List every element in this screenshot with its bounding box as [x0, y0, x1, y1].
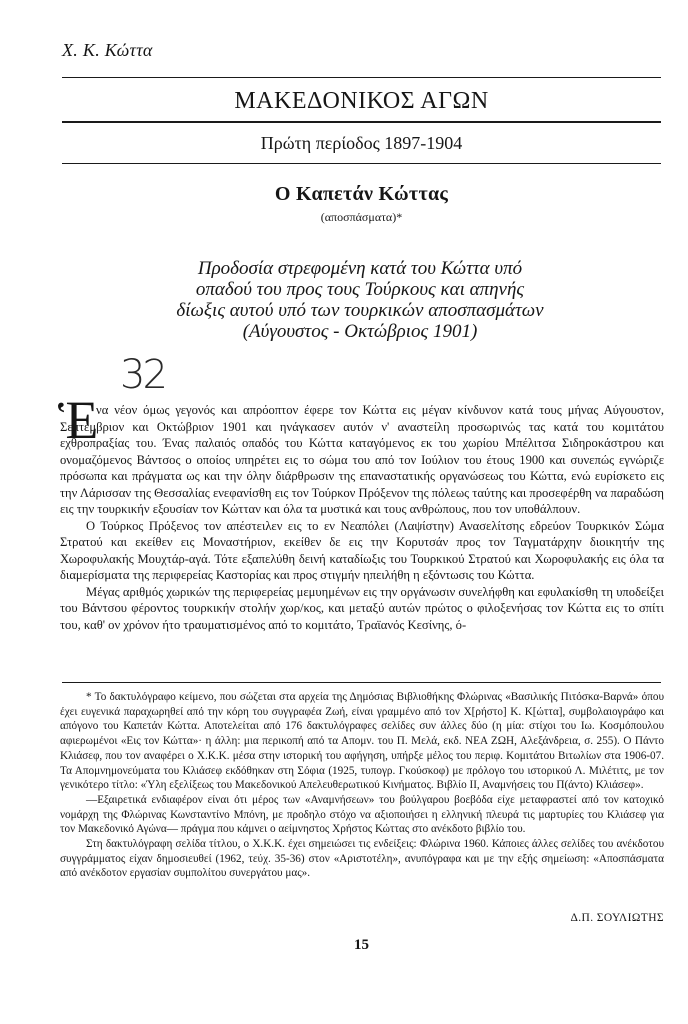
page-number: 15 [354, 937, 369, 953]
summary-line: Προδοσία στρεφομένη κατά του Κώττα υπό [197, 258, 523, 279]
chapter-subtitle: (αποσπάσματα)* [320, 210, 403, 224]
paragraph [60, 402, 664, 518]
footnote: —Εξαιρετικά ενδιαφέρον είναι ότι μέρος των «Αναμνήσεων» του βούλγαρου βοεβόδα είχε μεταφραστεί από τον κατοχικό νομάρχη της Φλώρινας Κωνσταντίνο Μπόνη, με προδηλο στόχο να αξιοποιήσει η ελληνική πλευρά τις μαρτυρίες του Κλιάσεφ για τον Μακεδονικό Αγώνα— πράγμα που κάμνει ο αείμνηστος Χρήστος Κώττας στο ανέκδοτο βιβλίο του. [60, 793, 664, 836]
footnote-signature: Δ.Π. ΣΟΥΛΙΩΤΗΣ [570, 912, 664, 924]
paragraph-text: να νέον όμως γεγονός και απρόοπτον έφερε τον Κώττα εις μέγαν κίνδυνον κατά τους μήνας Αύγουστον, Σεπτέμβριον και Οκτώβριον 1901 και ηνάγκασεν αυτόν ν' αναστείλη προσωρινώς τας κατά του κομιτάτου εχθροπραξίας του. Ένας παλαιός οπαδός του Κώττα καταγόμενος εκ του χωρίου Μπέλιτσα Σιδηροκάστρου και ονομαζόμενος Βάντσος ο οποίος υπηρέτει εις το σώμα του από τον Ιούλιον του έτους 1900 και συνεπώς εγνώριζε πρόσωπα και πράγματα ως και την όλην διάρθρωσιν της επαναστατικής οργανώσεως του Κώττα, ενώ ευρίσκετο εις την Λάρισσαν της Θεσσαλίας ενεφανίσθη εις τον Τούρκον Πρόξενον της πόλεως ταύτης και προσεφέρθη να παραδώση εις την τουρκικήν εξουσίαν τον Κώτταν και όλα τα μυστικά και τους ανθρώπους, που τον υποθάλπουν. [60, 403, 664, 516]
main-title: ΜΑΚΕΔΟΝΙΚΟΣ ΑΓΩΝ [234, 88, 489, 114]
footnote: Στη δακτυλόγραφη σελίδα τίτλου, ο Χ.Κ.Κ. έχει σημειώσει τις ενδείξεις: Φλώρινα 1960. Κάποιες άλλες σελίδες του ανέκδοτου συγγράμματος είχαν δημοσιευθεί (1962, τεύχ. 35-36) στον «Αριστοτέλη», ανυπόγραφα και με την εξής σημείωση: «Αποσπάσματα από ανέκδοτον εργασίαν συμπολίτου συνεργάτου μας». [60, 838, 664, 880]
summary-line: δίωξις αυτού υπό των τουρκικών αποσπασμάτων [176, 300, 544, 321]
chapter-title: Ο Καπετάν Κώττας [274, 183, 449, 205]
paragraph: Ο Τούρκος Πρόξενος τον απέστειλεν εις το εν Νεαπόλει (Λαψίστην) Ανασελίτσης εδρεύον Τουρκικόν Σώμα Στρατού και εκείθεν εις Μοναστήριον, εκείθεν δε εις την Κορυτσάν προς τον Ταγματάρχην διοικητήν της Χωροφυλακής Μουχτάρ-αγά. Τότε εξαπελύθη δεινή καταδίωξις του Τουρκικού Στρατού και Χωροφυλακής εις όλα τα διαμερίσματα της περιφερείας Καστορίας και προς στιγμήν ηπειλήθη η εξόντωσις του Κώττα. [60, 518, 664, 582]
footnote: * Το δακτυλόγραφο κείμενο, που σώζεται στα αρχεία της Δημόσιας Βιβλιοθήκης Φλώρινας «Βασιλικής Πιτόσκα-Βαρνά» όπου έχει ευγενικά παραχωρηθεί από την κόρη του συγγραφέα Ζωή, είναι γραμμένο από τον Χ[ρήστο] Κ. Κ[ώττα], συμβολαιογράφο και απόγονο του Καπετάν Κώττα. Αποτελείται από 176 δακτυλόγραφες σελίδες συν άλλες δύο (η μία: στίχοι του Ιω. Κοσμόπουλου αφιερωμένοι «Εις τον Κώττα»· η άλλη: μια περικοπή από τα Απομν. του Π. Μελά, εκδ. ΝΕΑ ΖΩΗ, Αλεξάνδρεια, σ. 255). Ο Πάντο Κλιάσεφ, που τον αναφέρει ο Χ.Κ.Κ. μέσα στην ιστορική του αφήγηση, υπήρξε μέλος του περιφ. Κομιτάτου Βιτωλίων στα 1906-07. Τα Απομνημονεύματα του Κλιάσεφ εκδόθηκαν στη Σόφια (1925, τυπογρ. Γκούσκοφ) με πρόλογο του ιστορικού Λ. Μιλέτιτς, με τον γενικότερο τίτλο: «Ύλη εξελίξεως του Μακεδονικού Απελευθερωτικού Κινήματος. Βιβλίο ΙΙ, Αναμνήσεις του Π(άντο) Κλιάσεφ». [60, 691, 664, 792]
footnote-rule [62, 682, 661, 683]
running-head: Χ. Κ. Κώττα [62, 40, 153, 60]
period-rule [62, 163, 661, 164]
body-text [60, 402, 664, 633]
chapter-summary [110, 258, 610, 342]
top-rule [62, 77, 661, 78]
handwritten-page-mark: 32 [120, 352, 165, 398]
summary-line: οπαδού του προς τους Τούρκους και απηνής [195, 279, 525, 300]
period-heading: Πρώτη περίοδος 1897-1904 [260, 133, 463, 153]
summary-line: (Αύγουστος - Οκτώβριος 1901) [242, 321, 478, 342]
paragraph: Μέγας αριθμός χωρικών της περιφερείας μεμυημένων εις την οργάνωσιν συνελήφθη και εφυλακίσθη τη υποδείξει του Βάντσου φέροντος τουρκικήν στολήν χωρ/κος, και μεταξύ αυτών πρώτος ο φιλοξενήσας τον Κώττα εις το σπίτι του, καθ' ον χρόνον ήτο τραυματισμένος από το κομιτάτο, Τραϊανός Κεσίνης, ό- [60, 584, 664, 632]
title-rule [62, 121, 661, 123]
footnotes [60, 690, 664, 881]
drop-cap: Ἑ [58, 390, 99, 450]
